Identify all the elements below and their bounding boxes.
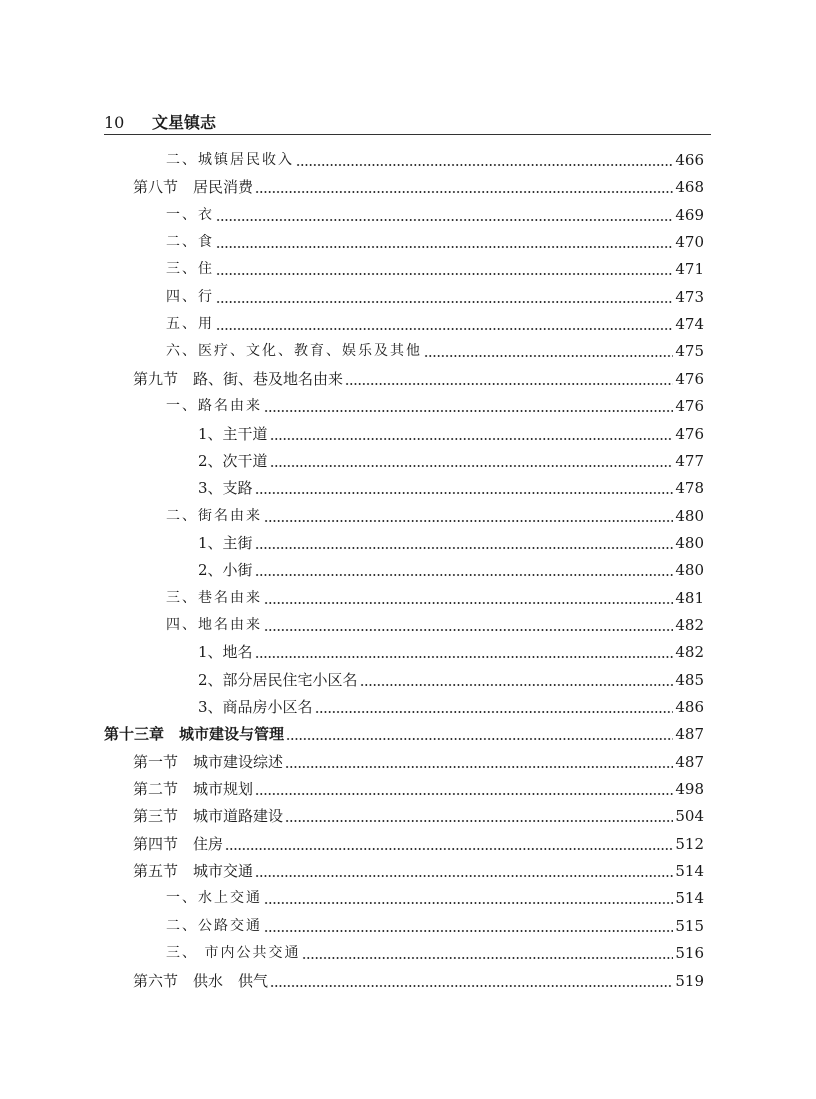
dot-leader bbox=[296, 149, 673, 171]
toc-entry[interactable] bbox=[133, 970, 704, 992]
toc-entry-page: 485 bbox=[675, 671, 704, 689]
dot-leader bbox=[285, 751, 673, 773]
toc-entry-label: 第四节 住房 bbox=[133, 835, 224, 853]
dot-leader bbox=[264, 614, 673, 636]
dot-leader bbox=[270, 450, 674, 472]
toc-entry-page: 514 bbox=[675, 889, 704, 907]
toc-entry[interactable] bbox=[198, 450, 704, 472]
toc-entry[interactable] bbox=[133, 860, 704, 882]
toc-entry-label: 3、商品房小区名 bbox=[198, 698, 313, 716]
toc-entry-page: 471 bbox=[675, 260, 704, 278]
dot-leader bbox=[315, 696, 674, 718]
toc-entry[interactable] bbox=[104, 723, 704, 745]
toc-entry-label: 1、地名 bbox=[198, 643, 253, 661]
toc-entry[interactable] bbox=[166, 258, 704, 280]
toc-entry-page: 519 bbox=[675, 972, 704, 990]
dot-leader bbox=[264, 915, 673, 937]
toc-entry-label: 第五节 城市交通 bbox=[133, 862, 254, 880]
toc-entry[interactable] bbox=[198, 532, 704, 554]
toc-entry[interactable] bbox=[133, 833, 704, 855]
dot-leader bbox=[270, 970, 673, 992]
toc-entry[interactable] bbox=[198, 423, 704, 445]
dot-leader bbox=[345, 368, 673, 390]
toc-entry[interactable] bbox=[166, 887, 704, 909]
toc-entry-page: 466 bbox=[675, 151, 704, 169]
dot-leader bbox=[225, 833, 673, 855]
toc-entry-page: 477 bbox=[675, 452, 704, 470]
toc-entry-label: 五、用 bbox=[166, 316, 214, 332]
toc-entry-page: 512 bbox=[675, 835, 704, 853]
dot-leader bbox=[255, 532, 674, 554]
dot-leader bbox=[360, 669, 674, 691]
dot-leader bbox=[270, 423, 674, 445]
toc-entry-page: 469 bbox=[675, 206, 704, 224]
dot-leader bbox=[424, 340, 673, 362]
toc-entry[interactable] bbox=[133, 778, 704, 800]
toc-entry-label: 2、次干道 bbox=[198, 452, 268, 470]
page-number: 10 bbox=[104, 113, 125, 132]
toc-entry-label: 四、行 bbox=[166, 289, 214, 305]
toc-entry-page: 487 bbox=[675, 725, 704, 743]
toc-entry-page: 476 bbox=[675, 425, 704, 443]
toc-entry-page: 474 bbox=[675, 315, 704, 333]
toc-entry-label: 六、医疗、文化、教育、娱乐及其他 bbox=[166, 343, 422, 359]
dot-leader bbox=[285, 805, 673, 827]
toc-entry[interactable] bbox=[166, 614, 704, 636]
toc-entry[interactable] bbox=[133, 176, 704, 198]
toc-entry-label: 一、水上交通 bbox=[166, 890, 262, 906]
dot-leader bbox=[255, 176, 673, 198]
toc-entry[interactable] bbox=[133, 751, 704, 773]
toc-entry[interactable] bbox=[133, 805, 704, 827]
toc-entry[interactable] bbox=[166, 204, 704, 226]
toc-entry[interactable] bbox=[166, 915, 704, 937]
toc-entry[interactable] bbox=[198, 669, 704, 691]
toc-entry[interactable] bbox=[198, 559, 704, 581]
toc-entry[interactable] bbox=[166, 340, 704, 362]
toc-entry-label: 2、小街 bbox=[198, 561, 253, 579]
toc-entry-page: 476 bbox=[675, 370, 704, 388]
toc-entry[interactable] bbox=[166, 231, 704, 253]
dot-leader bbox=[216, 286, 673, 308]
toc-entry-page: 486 bbox=[675, 698, 704, 716]
toc-entry[interactable] bbox=[198, 641, 704, 663]
toc-entry-page: 482 bbox=[675, 643, 704, 661]
dot-leader bbox=[216, 258, 673, 280]
toc-entry-page: 481 bbox=[675, 589, 704, 607]
dot-leader bbox=[216, 313, 673, 335]
dot-leader bbox=[216, 231, 673, 253]
toc-entry-label: 3、支路 bbox=[198, 479, 253, 497]
dot-leader bbox=[264, 505, 673, 527]
dot-leader bbox=[255, 477, 674, 499]
toc-entry-page: 482 bbox=[675, 616, 704, 634]
dot-leader bbox=[255, 860, 673, 882]
toc-entry[interactable] bbox=[166, 286, 704, 308]
toc-entry[interactable] bbox=[166, 587, 704, 609]
toc-entry-page: 480 bbox=[675, 534, 704, 552]
toc-entry-label: 二、街名由来 bbox=[166, 508, 262, 524]
toc-entry-label: 第十三章 城市建设与管理 bbox=[104, 725, 285, 743]
toc-entry-label: 第二节 城市规划 bbox=[133, 780, 254, 798]
toc-entry-label: 第九节 路、街、巷及地名由来 bbox=[133, 370, 344, 388]
toc-entry-label: 二、公路交通 bbox=[166, 918, 262, 934]
toc-entry-page: 515 bbox=[675, 917, 704, 935]
dot-leader bbox=[255, 778, 673, 800]
toc-entry-page: 487 bbox=[675, 753, 704, 771]
toc-entry[interactable] bbox=[198, 477, 704, 499]
toc-entry[interactable] bbox=[166, 149, 704, 171]
toc-entry-label: 第六节 供水 供气 bbox=[133, 972, 269, 990]
toc-entry-page: 478 bbox=[675, 479, 704, 497]
toc-entry-page: 480 bbox=[675, 561, 704, 579]
toc-entry[interactable] bbox=[133, 368, 704, 390]
book-title: 文星镇志 bbox=[152, 113, 217, 132]
toc-entry-label: 二、食 bbox=[166, 234, 214, 250]
dot-leader bbox=[302, 942, 673, 964]
toc-entry-label: 三、住 bbox=[166, 261, 214, 277]
toc-entry-label: 1、主干道 bbox=[198, 425, 268, 443]
toc-entry-page: 480 bbox=[675, 507, 704, 525]
dot-leader bbox=[216, 204, 673, 226]
dot-leader bbox=[286, 723, 673, 745]
toc-entry-label: 第八节 居民消费 bbox=[133, 178, 254, 196]
toc-entry-page: 475 bbox=[675, 342, 704, 360]
toc-entry-label: 一、路名由来 bbox=[166, 398, 262, 414]
toc-entry-label: 第三节 城市道路建设 bbox=[133, 807, 284, 825]
toc-entry-page: 468 bbox=[675, 178, 704, 196]
dot-leader bbox=[264, 887, 673, 909]
toc-entry[interactable] bbox=[166, 395, 704, 417]
toc-entry-page: 514 bbox=[675, 862, 704, 880]
toc-entry-label: 四、地名由来 bbox=[166, 617, 262, 633]
toc-entry-label: 2、部分居民住宅小区名 bbox=[198, 671, 358, 689]
dot-leader bbox=[255, 559, 674, 581]
dot-leader bbox=[264, 587, 673, 609]
dot-leader bbox=[255, 641, 674, 663]
toc-entry-page: 476 bbox=[675, 397, 704, 415]
toc-entry-label: 二、城镇居民收入 bbox=[166, 152, 294, 168]
toc-entry-page: 504 bbox=[675, 807, 704, 825]
toc-entry-label: 1、主街 bbox=[198, 534, 253, 552]
toc-entry-page: 473 bbox=[675, 288, 704, 306]
toc-entry[interactable] bbox=[166, 313, 704, 335]
dot-leader bbox=[264, 395, 673, 417]
toc-entry[interactable] bbox=[198, 696, 704, 718]
toc-entry[interactable] bbox=[166, 942, 704, 964]
toc-entry-page: 498 bbox=[675, 780, 704, 798]
toc-entry-label: 第一节 城市建设综述 bbox=[133, 753, 284, 771]
toc-entry-label: 三、巷名由来 bbox=[166, 590, 262, 606]
toc-entry-page: 516 bbox=[675, 944, 704, 962]
toc-entry-page: 470 bbox=[675, 233, 704, 251]
toc-entry[interactable] bbox=[166, 505, 704, 527]
toc-entry-label: 一、衣 bbox=[166, 207, 214, 223]
toc-entry-label: 三、 市内公共交通 bbox=[166, 945, 301, 961]
